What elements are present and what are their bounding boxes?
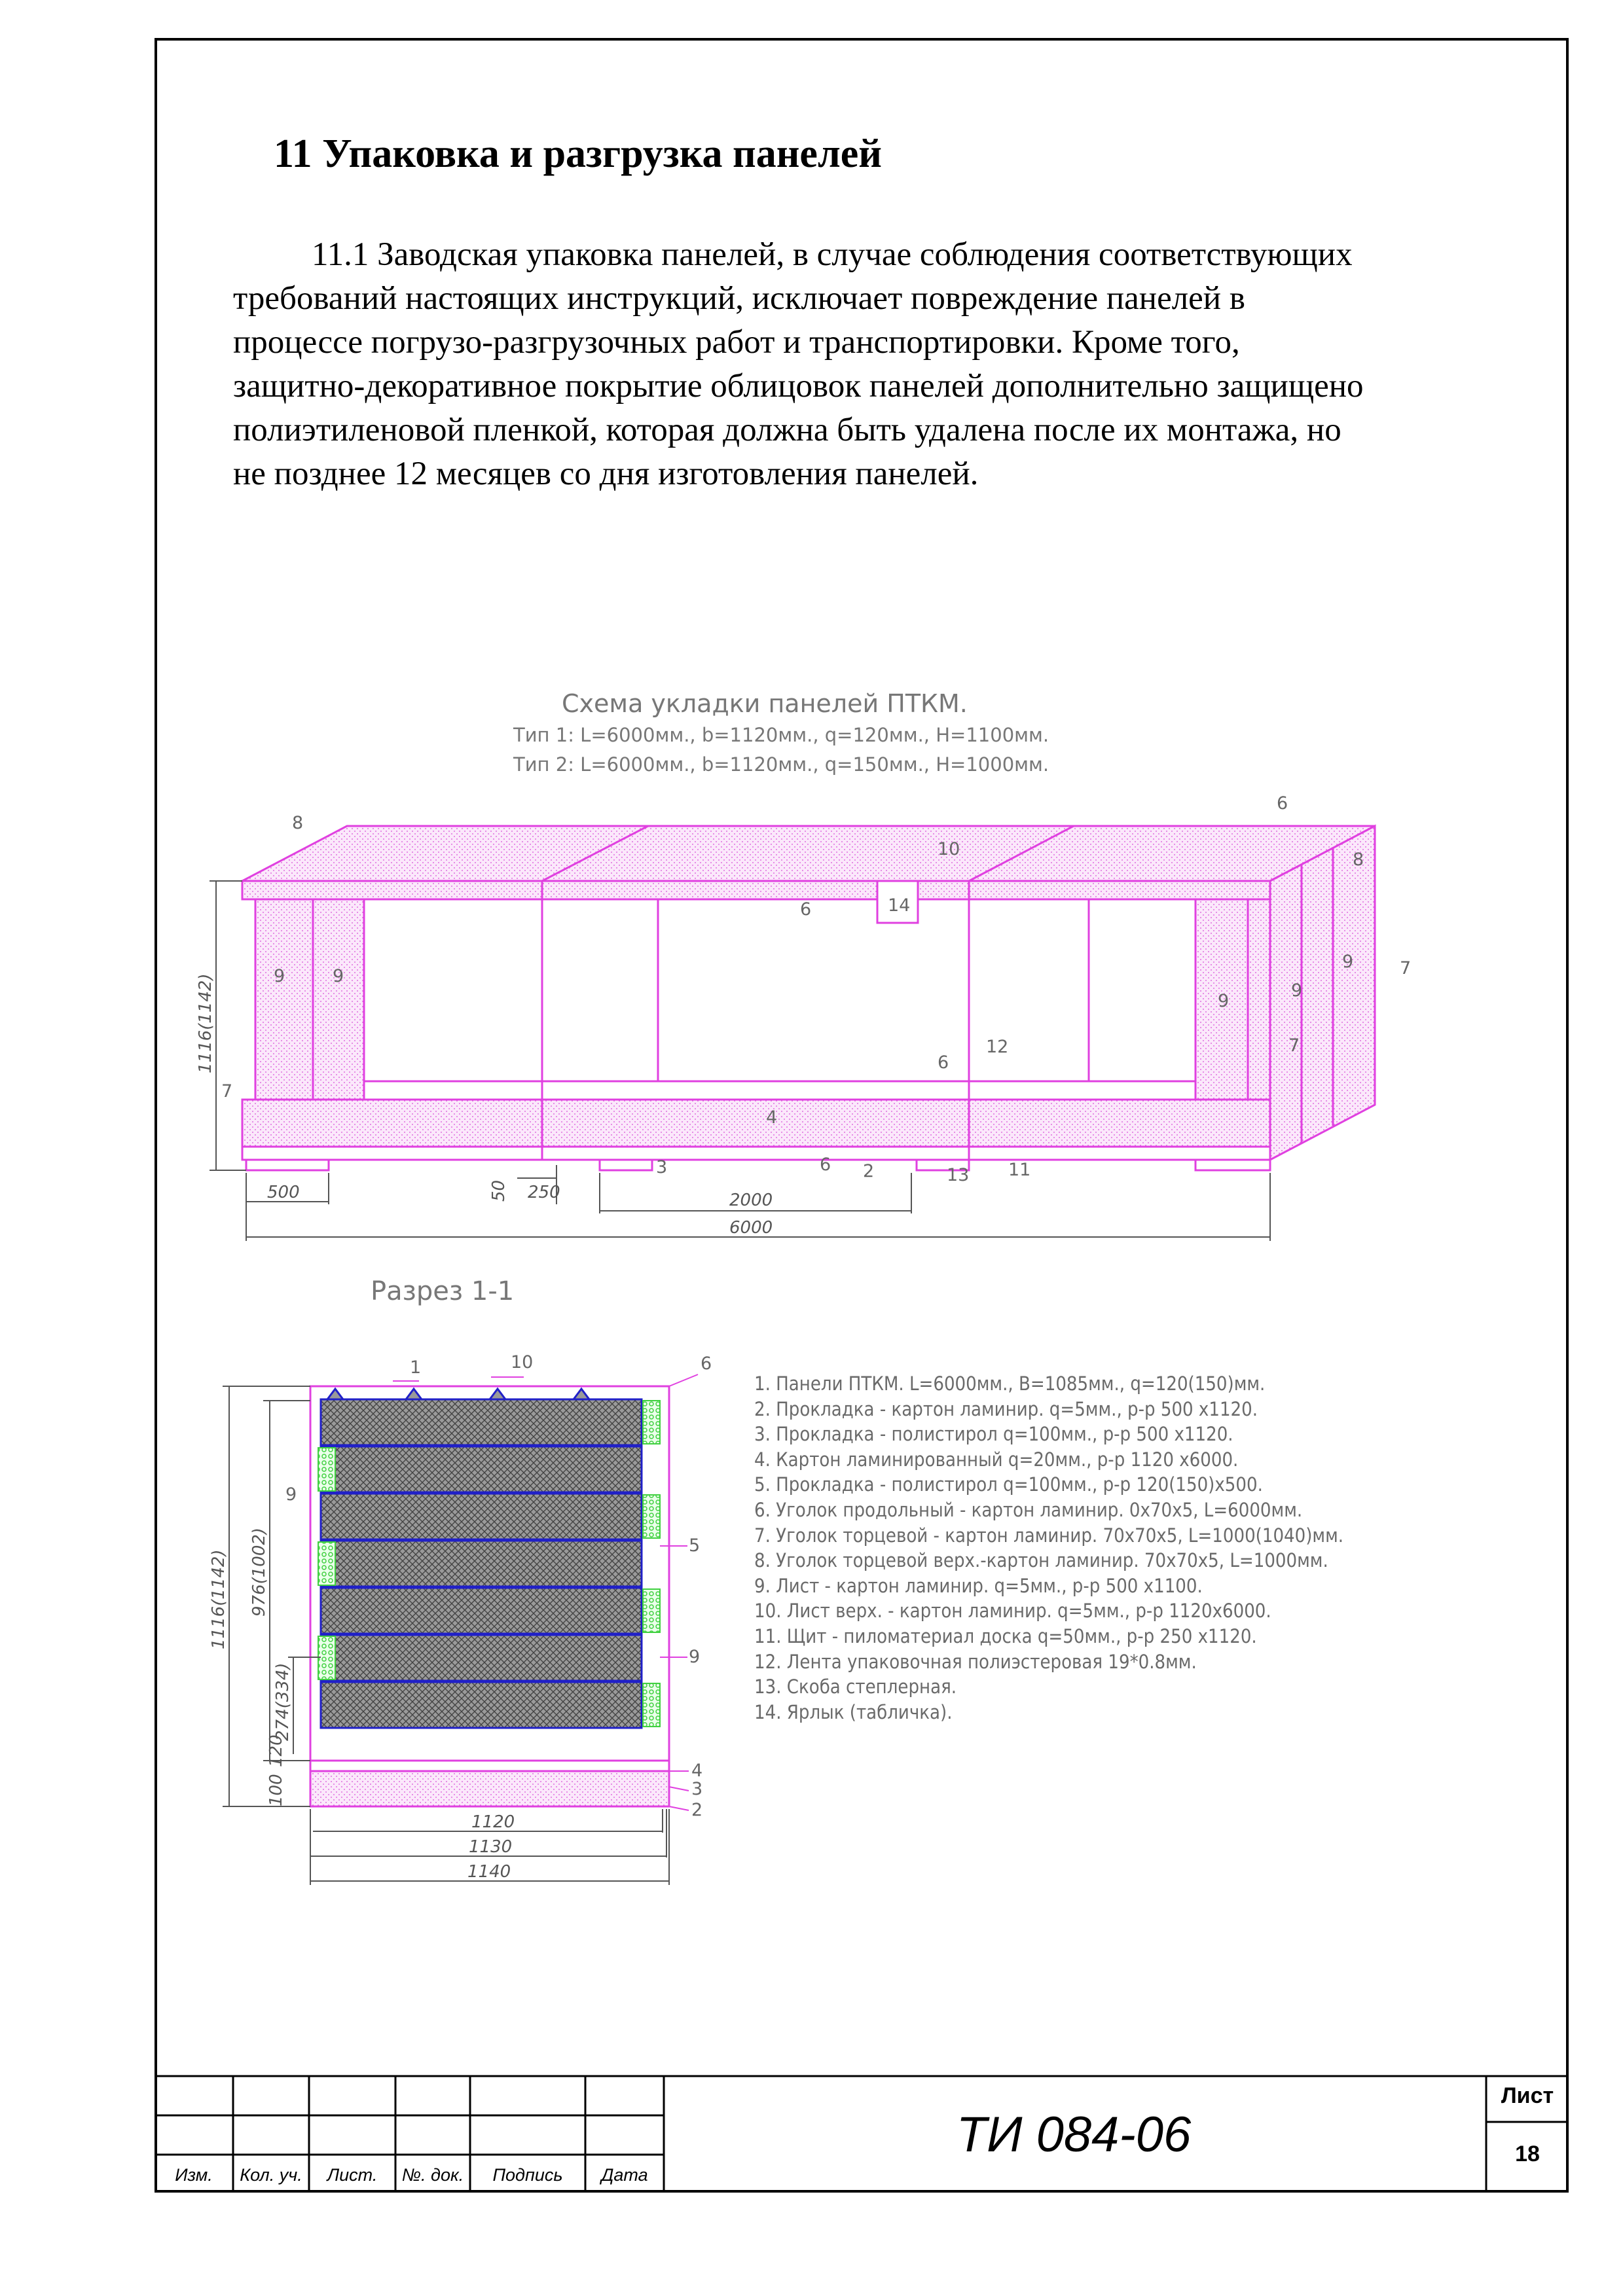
paragraph-line: защитно-декоративное покрытие облицовок панелей дополнительно защищено xyxy=(233,368,1364,404)
callout-6: 6 xyxy=(800,899,812,920)
legend-item: 14. Ярлык (табличка). xyxy=(754,1700,953,1723)
callout-9: 9 xyxy=(285,1484,297,1505)
stamp-izm: Изм. xyxy=(175,2165,213,2185)
stamp-list: Лист. xyxy=(327,2165,378,2185)
legend-item: 10. Лист верх. - картон ламинир. q=5мм., р-р 1120х6000. xyxy=(754,1600,1271,1623)
callout-14: 14 xyxy=(888,895,911,916)
callout-7: 7 xyxy=(221,1081,233,1102)
sec-dim-1140: 1140 xyxy=(467,1862,511,1882)
callout-9: 9 xyxy=(1291,980,1303,1001)
section-heading: 11 Упаковка и разгрузка панелей xyxy=(274,132,882,176)
sec-dim-120: 120 xyxy=(266,1734,286,1767)
legend-item: 1. Панели ПТКМ. L=6000мм., B=1085мм., q=120(150)мм. xyxy=(754,1372,1266,1395)
callout-3: 3 xyxy=(656,1157,668,1177)
callout-13: 13 xyxy=(947,1165,970,1185)
callout-8: 8 xyxy=(292,813,304,833)
callout-4: 4 xyxy=(766,1107,778,1128)
callout-9: 9 xyxy=(274,966,285,986)
callout-6: 6 xyxy=(820,1155,831,1175)
drawing-title: Схема укладки панелей ПТКМ. xyxy=(562,689,968,718)
dim-2000: 2000 xyxy=(729,1191,773,1210)
legend-item: 8. Уголок торцевой верх.-картон ламинир. 70х70х5, L=1000мм. xyxy=(754,1549,1328,1572)
sec-dim-1116: 1116(1142) xyxy=(209,1549,228,1649)
callout-10: 10 xyxy=(938,839,960,859)
section-label: Разрез 1-1 xyxy=(371,1276,515,1306)
drawing-type1: Тип 1: L=6000мм., b=1120мм., q=120мм., H=1100мм. xyxy=(513,724,1049,746)
callout-9: 9 xyxy=(1218,991,1230,1011)
paragraph-line: полиэтиленовой пленкой, которая должна быть удалена после их монтажа, но xyxy=(233,412,1341,448)
stamp-data: Дата xyxy=(601,2165,648,2185)
stamp-kol: Кол. уч. xyxy=(240,2165,302,2185)
legend-item: 4. Картон ламинированный q=20мм., р-р 1120 х6000. xyxy=(754,1448,1239,1471)
dim-50: 50 xyxy=(489,1179,509,1202)
sec-dim-1120: 1120 xyxy=(471,1812,515,1832)
dim-250: 250 xyxy=(528,1183,560,1202)
callout-2: 2 xyxy=(863,1161,875,1181)
callout-9: 9 xyxy=(333,966,344,986)
paragraph-line: не позднее 12 месяцев со дня изготовления панелей. xyxy=(233,456,979,492)
document-code: ТИ 084-06 xyxy=(956,2107,1192,2162)
legend-item: 5. Прокладка - полистирол q=100мм., р-р 120(150)х500. xyxy=(754,1473,1263,1496)
legend-item: 6. Уголок продольный - картон ламинир. 0х70х5, L=6000мм. xyxy=(754,1498,1303,1521)
legend-item: 3. Прокладка - полистирол q=100мм., р-р 500 х1120. xyxy=(754,1423,1233,1446)
legend-item: 12. Лента упаковочная полиэстеровая 19*0.8мм. xyxy=(754,1650,1197,1673)
stamp-ndok: №. док. xyxy=(401,2165,464,2185)
callout-7: 7 xyxy=(1400,958,1412,978)
sheet-label: Лист xyxy=(1501,2083,1554,2108)
callout-8: 8 xyxy=(1353,850,1364,870)
paragraph-line: требований настоящих инструкций, исключает повреждение панелей в xyxy=(233,280,1245,317)
sec-dim-976: 976(1002) xyxy=(249,1527,269,1617)
callout-3: 3 xyxy=(691,1779,703,1799)
callout-4: 4 xyxy=(691,1761,703,1781)
paragraph-line: 11.1 Заводская упаковка панелей, в случае соблюдения соответствующих xyxy=(312,236,1353,273)
paragraph-line: процессе погрузо-разгрузочных работ и транспортировки. Кроме того, xyxy=(233,324,1240,361)
legend-item: 13. Скоба степлерная. xyxy=(754,1676,957,1698)
callout-9: 9 xyxy=(689,1647,701,1667)
dim-6000: 6000 xyxy=(729,1218,773,1238)
callout-7: 7 xyxy=(1288,1035,1300,1056)
callout-6: 6 xyxy=(701,1354,712,1374)
callout-6: 6 xyxy=(1277,793,1288,814)
drawing-type2: Тип 2: L=6000мм., b=1120мм., q=150мм., H=1000мм. xyxy=(513,753,1049,776)
callout-2: 2 xyxy=(691,1800,703,1820)
callout-10: 10 xyxy=(511,1352,534,1372)
dim-500: 500 xyxy=(267,1183,300,1202)
callout-9: 9 xyxy=(1342,952,1354,972)
legend-item: 11. Щит - пиломатериал доска q=50мм., р-р 250 х1120. xyxy=(754,1624,1257,1647)
callout-5: 5 xyxy=(689,1535,701,1556)
legend-item: 9. Лист - картон ламинир. q=5мм., р-р 500 х1100. xyxy=(754,1574,1203,1597)
legend-item: 2. Прокладка - картон ламинир. q=5мм., р-р 500 х1120. xyxy=(754,1397,1258,1420)
legend-item: 7. Уголок торцевой - картон ламинир. 70х70х5, L=1000(1040)мм. xyxy=(754,1524,1344,1547)
callout-12: 12 xyxy=(986,1037,1009,1057)
callout-11: 11 xyxy=(1008,1160,1031,1180)
sec-dim-100: 100 xyxy=(266,1774,286,1806)
callout-1: 1 xyxy=(410,1357,422,1378)
stamp-podpis: Подпись xyxy=(492,2165,563,2185)
dim-height: 1116(1142) xyxy=(196,973,215,1073)
sec-dim-274: 274(334) xyxy=(273,1662,293,1741)
sheet-number: 18 xyxy=(1515,2142,1540,2166)
callout-6: 6 xyxy=(938,1052,949,1073)
sec-dim-1130: 1130 xyxy=(469,1837,513,1857)
